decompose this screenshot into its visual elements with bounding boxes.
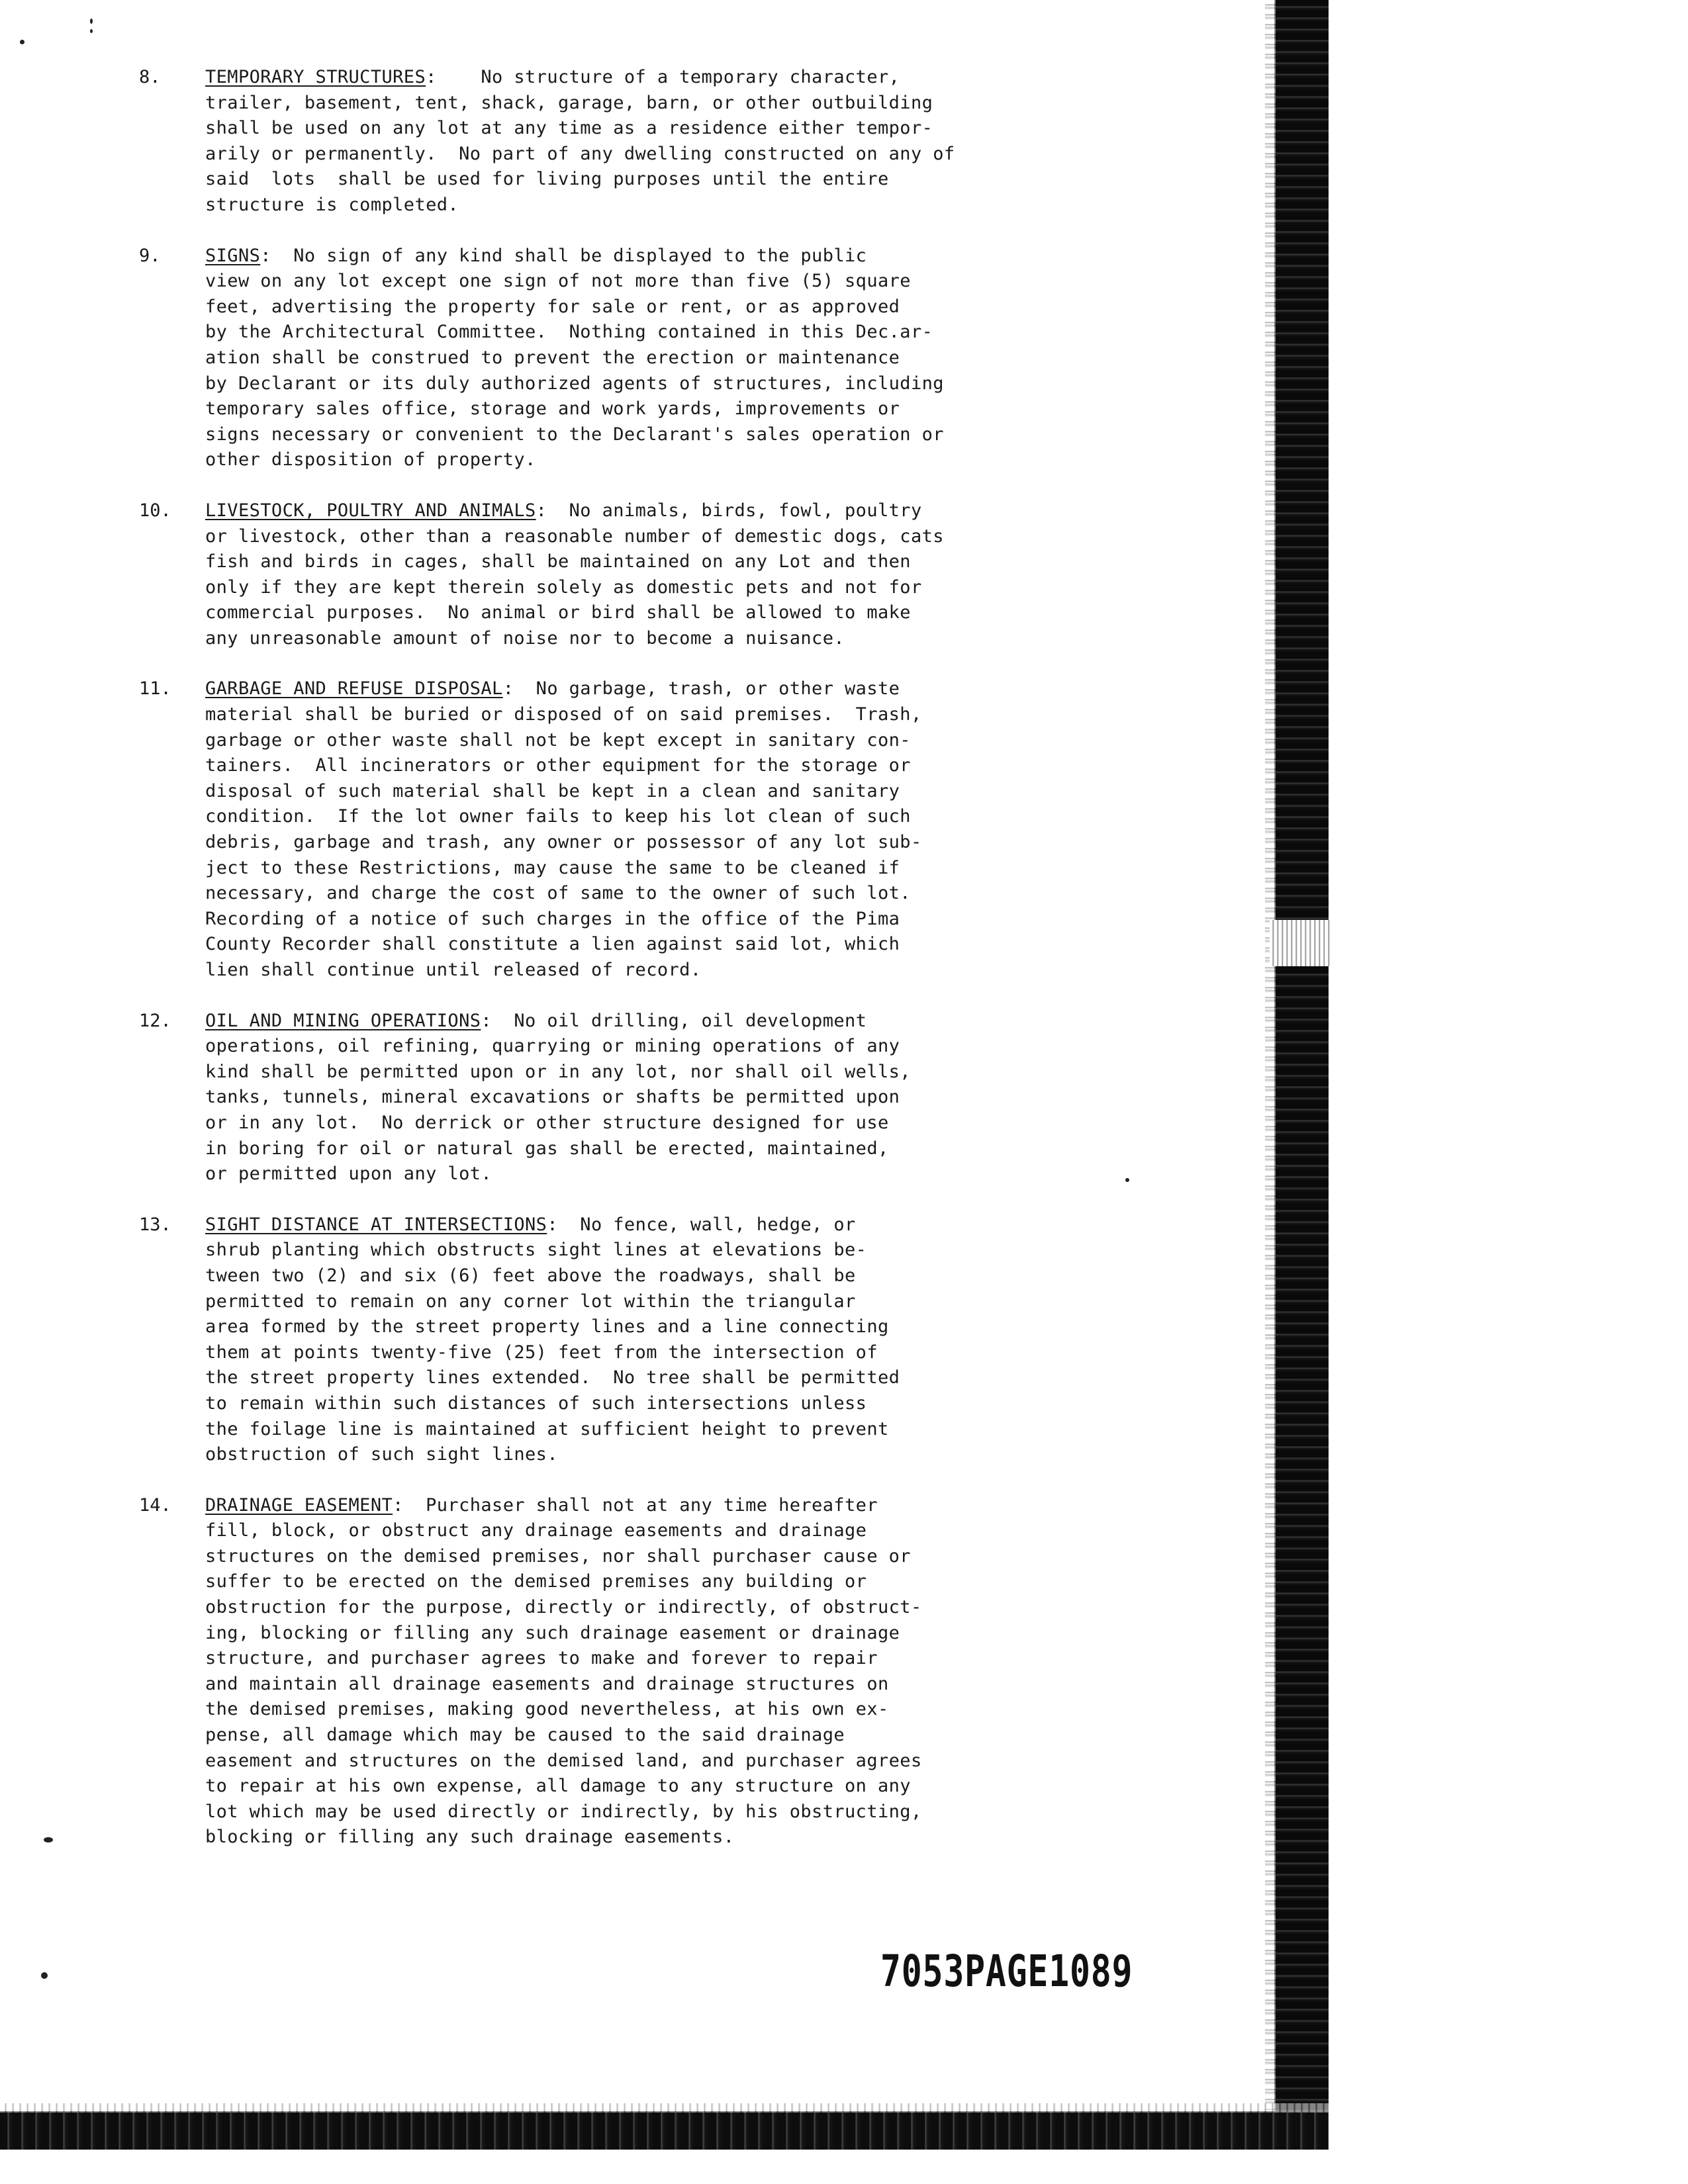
section-first-line: : No fence, wall, hedge, or bbox=[547, 1214, 856, 1235]
scan-speck bbox=[44, 1837, 53, 1843]
scan-speck bbox=[1125, 1178, 1129, 1182]
scan-speck bbox=[90, 29, 93, 33]
section-text bbox=[205, 244, 1092, 473]
document-body bbox=[139, 65, 1092, 1876]
section-number: 12. bbox=[139, 1010, 171, 1031]
section-livestock bbox=[139, 498, 1092, 652]
recording-page-stamp: 7053PAGE1089 bbox=[880, 1946, 1133, 1997]
section-number: 9. bbox=[139, 245, 161, 266]
section-heading: LIVESTOCK, POULTRY AND ANIMALS bbox=[205, 500, 536, 521]
section-text bbox=[205, 1009, 1092, 1187]
section-number: 10. bbox=[139, 500, 171, 521]
scan-speck bbox=[90, 19, 93, 24]
section-first-line: : No garbage, trash, or other waste bbox=[502, 678, 900, 700]
section-heading: GARBAGE AND REFUSE DISPOSAL bbox=[205, 678, 503, 700]
section-text bbox=[205, 1493, 1092, 1850]
scan-speck bbox=[20, 40, 24, 44]
scan-edge-gap bbox=[1270, 920, 1331, 966]
section-oil-mining bbox=[139, 1009, 1092, 1187]
section-heading: SIGHT DISTANCE AT INTERSECTIONS bbox=[205, 1214, 547, 1235]
section-body: operations, oil refining, quarrying or mining operations of any kind shall be permitted upon or in any lot, nor shall oil wells, tanks, tunnels, mineral excavations or shafts be permitted upon or in any lot. No derrick or other structure designed for use in boring for oil or natural gas shall be erected, maintained, or permitted upon any lot. bbox=[205, 1036, 911, 1185]
section-heading: SIGNS bbox=[205, 245, 261, 266]
section-first-line: : No oil drilling, oil development bbox=[481, 1010, 867, 1031]
section-garbage bbox=[139, 676, 1092, 983]
section-body: material shall be buried or disposed of on said premises. Trash, garbage or other waste shall not be kept except in sanitary con- tainers. All incinerators or other equipment for the storage or disposal of such material shall be kept in a clean and sanitary condition. If the lot owner fails to keep his lot clean of such debris, garbage and trash, any owner or possessor of any lot sub- ject to these Restrictions, may cause the same to be cleaned if necessary, and charge the cost of same to the owner of such lot. Recording of a notice of such charges in the office of the Pima County Recorder shall constitute a lien against said lot, which lien shall continue until released of record. bbox=[205, 704, 922, 980]
section-body: fill, block, or obstruct any drainage easements and drainage structures on the demised premises, nor shall purchaser cause or suffer to be erected on the demised premises any building or obstruction for the purpose, directly or indirectly, of obstruct- ing, blocking or filling any such drainage easement or drainage structure, and purchaser agrees to make and forever to repair and maintain all drainage easements and drainage structures on the demised premises, making good nevertheless, at his own ex- pense, all damage which may be caused to the said drainage easement and structures on the demised land, and purchaser agrees to repair at his own expense, all damage to any structure on any lot which may be used directly or indirectly, by his obstructing, blocking or filling any such drainage easements. bbox=[205, 1520, 922, 1848]
section-signs bbox=[139, 244, 1092, 473]
section-body: or livestock, other than a reasonable number of demestic dogs, cats fish and birds in cages, shall be maintained on any Lot and then only if they are kept therein solely as domestic pets and not for commercial purposes. No animal or bird shall be allowed to make any unreasonable amount of noise nor to become a nuisance. bbox=[205, 525, 944, 649]
section-number: 14. bbox=[139, 1494, 171, 1516]
section-first-line: : No sign of any kind shall be displayed to the public bbox=[260, 245, 867, 266]
section-text bbox=[205, 676, 1092, 983]
section-text bbox=[205, 65, 1092, 218]
scan-edge-right bbox=[1274, 0, 1329, 2144]
section-number: 13. bbox=[139, 1214, 171, 1235]
section-first-line: : Purchaser shall not at any time hereafter bbox=[393, 1494, 878, 1516]
section-temporary-structures bbox=[139, 65, 1092, 218]
section-body: trailer, basement, tent, shack, garage, barn, or other outbuilding shall be used on any lot at any time as a residence either tempor- arily or permanently. No part of any dwelling constructed on any of said lots shall be used for living purposes until the entire structure is completed. bbox=[205, 92, 955, 215]
section-body: view on any lot except one sign of not more than five (5) square feet, advertising the property for sale or rent, or as approved by the Architectural Committee. Nothing contained in this Dec.ar- ation shall be construed to prevent the erection or maintenance by Declarant or its duly authorized agents of structures, including temporary sales office, storage and work yards, improvements or signs necessary or convenient to the Declarant's sales operation or other disposition of property. bbox=[205, 271, 944, 471]
section-drainage-easement bbox=[139, 1493, 1092, 1850]
section-heading: TEMPORARY STRUCTURES bbox=[205, 67, 426, 87]
section-first-line: : No structure of a temporary character, bbox=[426, 67, 900, 87]
section-sight-distance bbox=[139, 1212, 1092, 1468]
section-body: shrub planting which obstructs sight lines at elevations be- tween two (2) and six (6) feet above the roadways, shall be permitted to remain on any corner lot within the triangular area formed by the street property lines and a line connecting them at points twenty-five (25) feet from the intersection of the street property lines extended. No tree shall be permitted to remain within such distances of such intersections unless the foilage line is maintained at sufficient height to prevent obstruction of such sight lines. bbox=[205, 1240, 900, 1465]
scan-speck bbox=[41, 1972, 48, 1979]
section-number: 11. bbox=[139, 678, 171, 700]
section-heading: OIL AND MINING OPERATIONS bbox=[205, 1010, 481, 1031]
section-first-line: : No animals, birds, fowl, poultry bbox=[536, 500, 922, 521]
section-heading: DRAINAGE EASEMENT bbox=[205, 1494, 393, 1516]
section-number: 8. bbox=[139, 67, 161, 87]
section-text bbox=[205, 498, 1092, 652]
section-text bbox=[205, 1212, 1092, 1468]
scan-edge-bottom bbox=[0, 2111, 1329, 2150]
